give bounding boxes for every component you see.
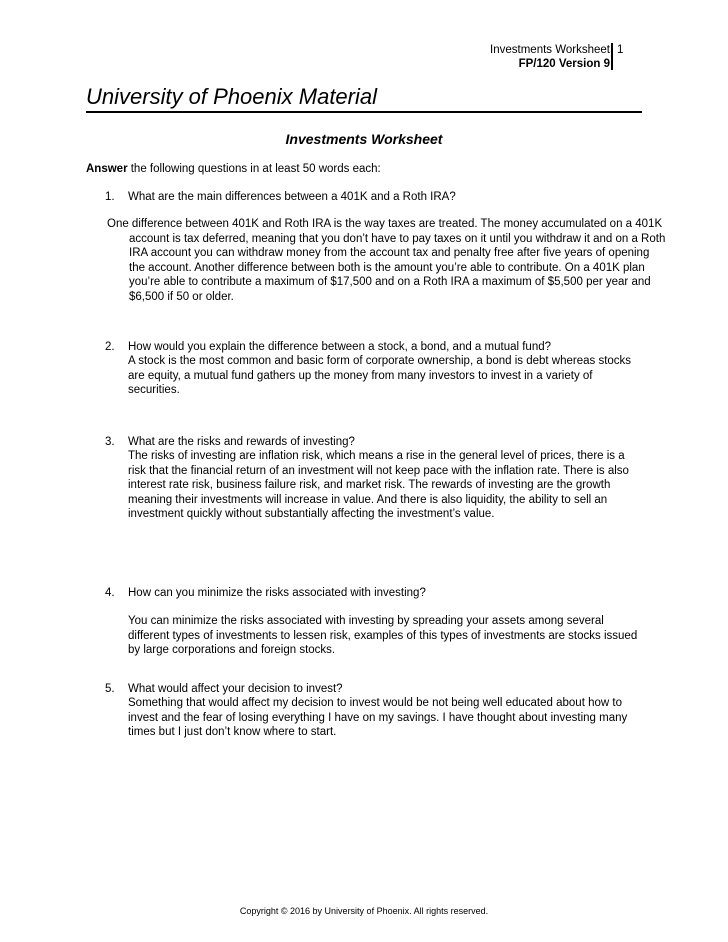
question-5 [105,682,645,740]
worksheet-title: Investments Worksheet [285,131,443,147]
question-number: 5. [105,683,115,695]
question-text: How can you minimize the risks associated with investing? [128,587,426,599]
question-number: 3. [105,436,115,448]
question-number: 2. [105,341,115,353]
header-text-block [490,43,610,71]
question-number: 4. [105,587,115,599]
header-divider [611,43,613,70]
question-number: 1. [105,191,115,203]
title-rule [86,111,642,113]
answer-4: You can minimize the risks associated with investing by spreading your assets among several different types of investments to lessen risk, examples of this types of investments are stocks issued by large corporations and foreign stocks. [128,615,638,656]
answer-5: Something that would affect my decision to invest would be not being well educated about how to invest and the fear of losing everything I have on my savings. I have thought about investing many times but I just don’t know where to start. [128,697,628,738]
answer-2: A stock is the most common and basic form of corporate ownership, a bond is debt whereas stocks are equity, a mutual fund gathers up the money from many investors to invest in a variety of securities. [128,355,632,396]
header-version: FP/120 Version 9 [518,58,610,70]
copyright-footer: Copyright © 2016 by University of Phoenix. All rights reserved. [239,906,489,916]
page-number: 1 [617,44,624,56]
header-doc-title: Investments Worksheet [490,44,610,56]
question-text: What are the risks and rewards of investing? [128,436,355,448]
answer-1: One difference between 401K and Roth IRA is the way taxes are treated. The money accumulated on a 401K account is tax deferred, meaning that you don’t have to pay taxes on it until you withdraw it and on a Roth IRA account you can withdraw money from the account tax and penalty free after five years of opening the account. Another difference between both is the amount you’re able to contribute. On a 401K plan you’re able to contribute a maximum of $17,500 and on a Roth IRA a maximum of $5,500 per year and $6,500 if 50 or older. [107,218,666,303]
question-text: What would affect your decision to invest? [128,683,343,695]
intro-instruction [86,162,381,176]
question-3 [105,435,645,522]
intro-rest: the following questions in at least 50 words each: [127,163,381,175]
question-2 [105,340,645,398]
question-4 [105,586,645,658]
material-title: University of Phoenix Material [86,84,378,109]
intro-bold: Answer [86,163,128,175]
question-1 [105,190,645,204]
answer-3: The risks of investing are inflation risk, which means a rise in the general level of prices, there is a risk that the financial return of an investment will not keep pace with the inflation rate. There is also interest rate risk, business failure risk, and market risk. The rewards of investing are the growth meaning their investments will increase in value. And there is also liquidity, the ability to sell an investment quickly without substantially affecting the investment’s value. [128,450,629,520]
question-text: How would you explain the difference between a stock, a bond, and a mutual fund? [128,341,552,353]
question-text: What are the main differences between a 401K and a Roth IRA? [128,191,456,203]
